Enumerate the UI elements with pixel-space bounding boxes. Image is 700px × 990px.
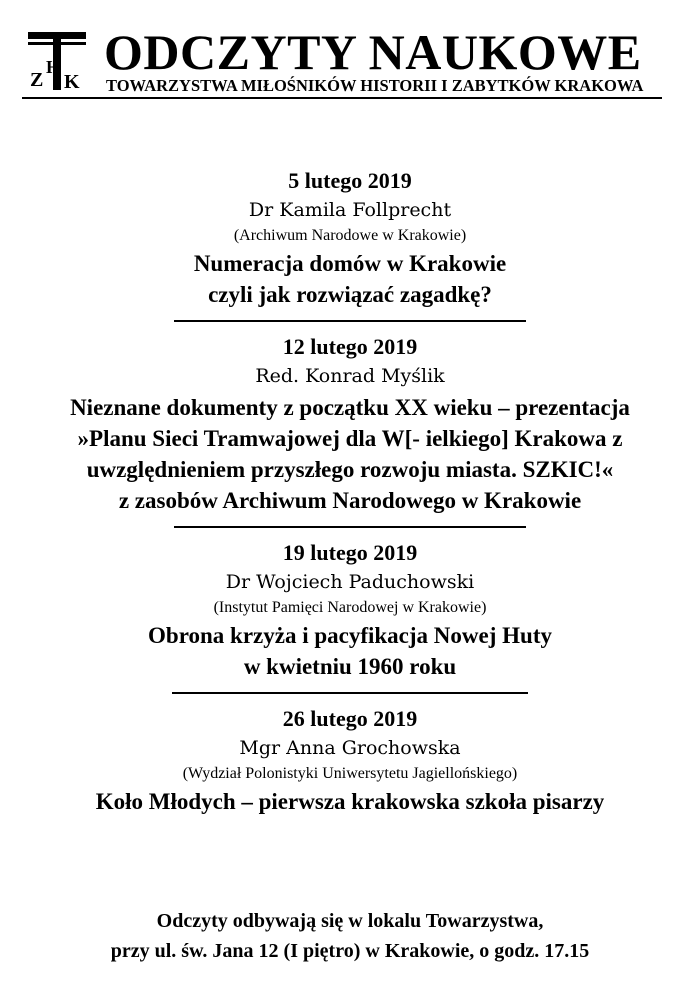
event-title-line: Numeracja domów w Krakowie xyxy=(193,251,507,276)
event-affiliation: (Archiwum Narodowe w Krakowie) xyxy=(233,227,467,244)
event-date: 5 lutego 2019 xyxy=(288,168,412,193)
event-title-line: uwzględnieniem przyszłego rozwoju miasta. SZKIC!« xyxy=(86,457,614,482)
event-title-line: Koło Młodych – pierwsza krakowska szkoła pisarzy xyxy=(95,789,605,814)
event-speaker: Dr Kamila Follprecht xyxy=(248,199,452,221)
event-item xyxy=(0,166,700,310)
event-divider xyxy=(174,320,526,322)
event-date: 19 lutego 2019 xyxy=(282,540,418,565)
event-title-line: z zasobów Archiwum Narodowego w Krakowie xyxy=(118,488,582,513)
event-title-line: Obrona krzyża i pacyfikacja Nowej Huty xyxy=(148,623,552,648)
event-speaker: Dr Wojciech Paduchowski xyxy=(225,571,475,593)
event-title-line: w kwietniu 1960 roku xyxy=(243,654,457,679)
event-date: 26 lutego 2019 xyxy=(282,706,418,731)
footer-line: przy ul. św. Jana 12 (I piętro) w Krakowie, o godz. 17.15 xyxy=(110,940,590,962)
event-divider xyxy=(174,526,526,528)
header-divider xyxy=(22,97,662,99)
event-item xyxy=(0,704,700,817)
svg-text:Z: Z xyxy=(30,69,44,91)
event-affiliation: (Wydział Polonistyki Uniwersytetu Jagiellońskiego) xyxy=(182,765,518,782)
page-title: ODCZYTY NAUKOWE xyxy=(104,24,642,80)
svg-text:K: K xyxy=(64,71,80,92)
event-speaker: Red. Konrad Myślik xyxy=(255,365,445,387)
footer-note xyxy=(0,906,700,966)
event-divider xyxy=(172,692,528,694)
event-item xyxy=(0,332,700,516)
event-title-line: »Planu Sieci Tramwajowej dla W[- ielkiego] Krakowa z xyxy=(77,426,623,451)
event-speaker: Mgr Anna Grochowska xyxy=(239,737,461,759)
event-affiliation: (Instytut Pamięci Narodowej w Krakowie) xyxy=(213,599,487,616)
event-item xyxy=(0,538,700,682)
event-date: 12 lutego 2019 xyxy=(282,334,418,359)
page-subtitle: TOWARZYSTWA MIŁOŚNIKÓW HISTORII I ZABYTKÓW KRAKOWA xyxy=(106,76,644,95)
header xyxy=(22,24,662,100)
svg-text:H: H xyxy=(46,57,61,77)
event-title-line: czyli jak rozwiązać zagadkę? xyxy=(208,282,492,307)
tmhzk-logo xyxy=(26,30,88,92)
footer-line: Odczyty odbywają się w lokalu Towarzystwa, xyxy=(156,910,544,932)
event-list xyxy=(0,166,700,817)
event-title-line: Nieznane dokumenty z początku XX wieku – prezentacja xyxy=(70,395,630,420)
